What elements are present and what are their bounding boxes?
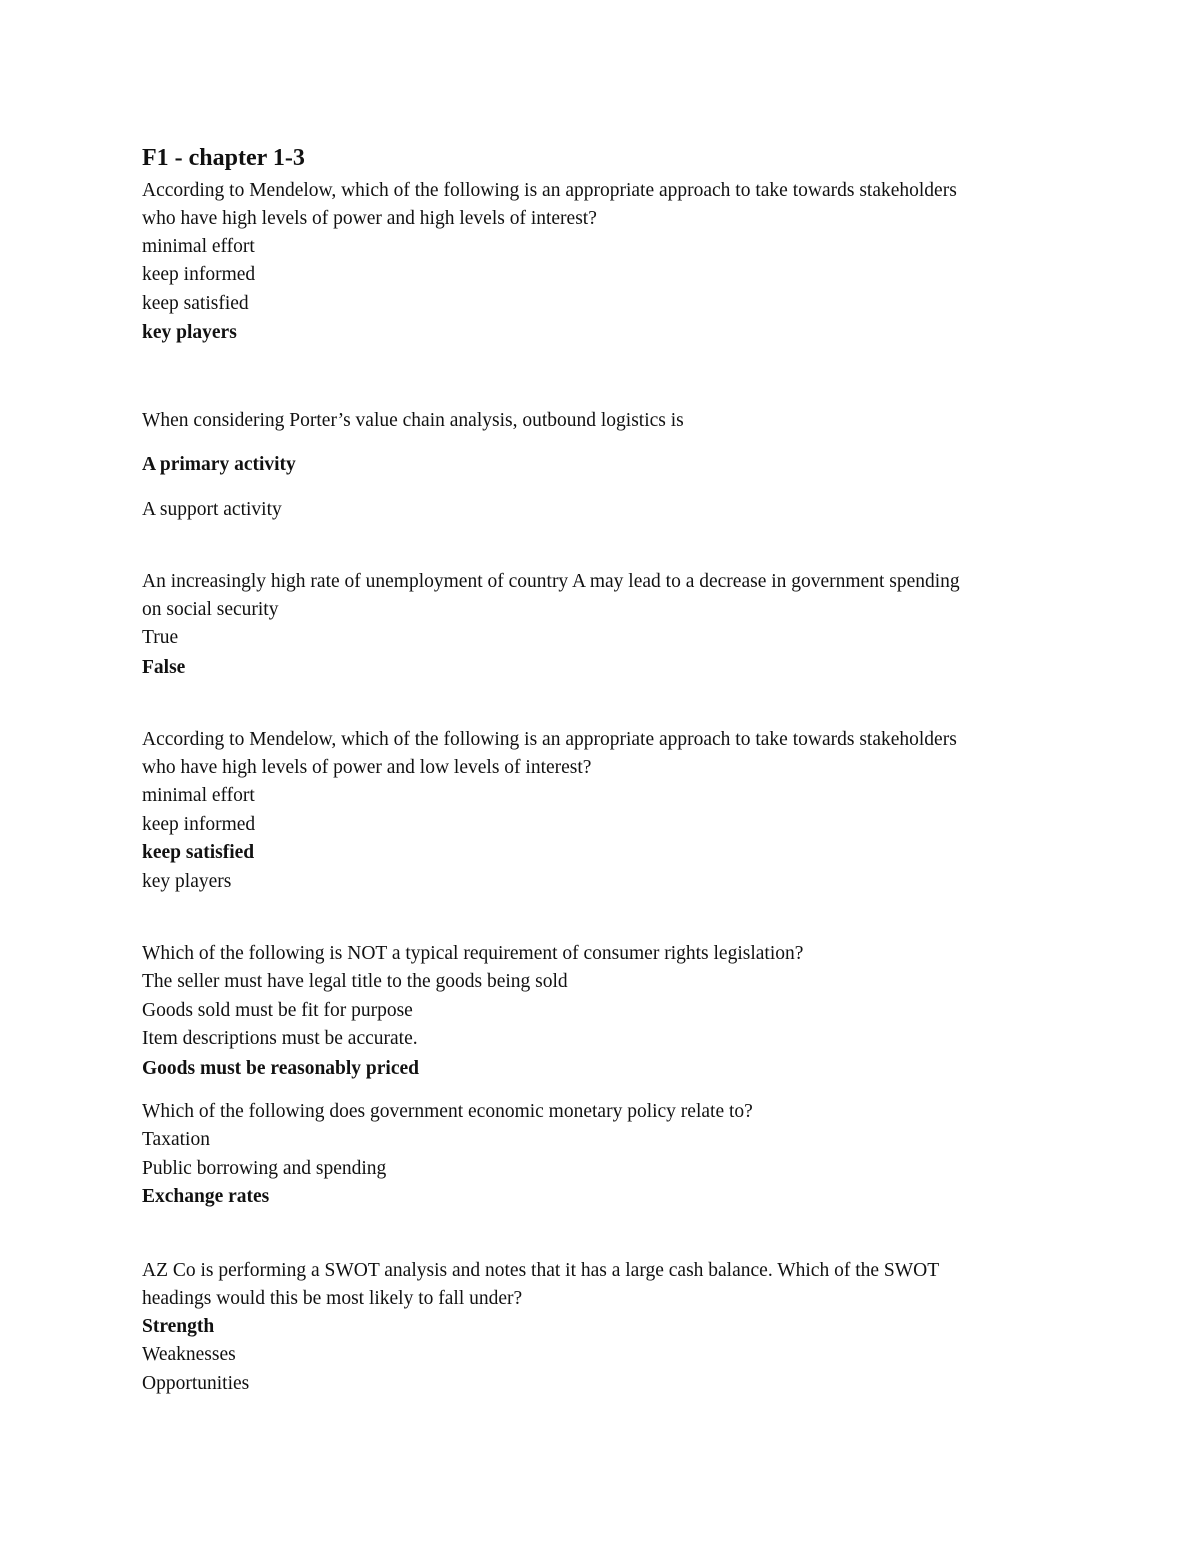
question-2-option-2: A support activity <box>142 499 282 520</box>
question-6-answer: Exchange rates <box>142 1186 270 1207</box>
question-1-text-line-2: who have high levels of power and high levels of interest? <box>142 208 597 229</box>
document-title: F1 - chapter 1-3 <box>142 145 305 171</box>
question-3-answer: False <box>142 657 186 678</box>
question-7-text-line-2: headings would this be most likely to fall under? <box>142 1288 523 1309</box>
question-2-text-line-1: When considering Porter’s value chain analysis, outbound logistics is <box>142 410 684 431</box>
question-5-answer: Goods must be reasonably priced <box>142 1058 419 1079</box>
question-3-text-line-2: on social security <box>142 599 279 620</box>
question-5-option-1: The seller must have legal title to the goods being sold <box>142 971 568 992</box>
question-3-option-1: True <box>142 627 179 648</box>
question-1-option-2: keep informed <box>142 264 256 285</box>
question-1-answer: key players <box>142 322 237 343</box>
question-7-answer: Strength <box>142 1316 215 1337</box>
question-5-text-line-1: Which of the following is NOT a typical requirement of consumer rights legislation? <box>142 943 804 964</box>
question-4-text-line-2: who have high levels of power and low levels of interest? <box>142 757 592 778</box>
question-4-option-4: key players <box>142 871 232 892</box>
question-4-option-1: minimal effort <box>142 785 255 806</box>
question-1-option-1: minimal effort <box>142 236 255 257</box>
question-7-option-2: Weaknesses <box>142 1344 236 1365</box>
question-6-option-2: Public borrowing and spending <box>142 1158 387 1179</box>
question-5-option-3: Item descriptions must be accurate. <box>142 1028 418 1049</box>
question-1-text-line-1: According to Mendelow, which of the following is an appropriate approach to take towards stakeholders <box>142 180 957 201</box>
question-4-text-line-1: According to Mendelow, which of the following is an appropriate approach to take towards stakeholders <box>142 729 957 750</box>
question-6-text-line-1: Which of the following does government economic monetary policy relate to? <box>142 1101 753 1122</box>
question-4-option-2: keep informed <box>142 814 256 835</box>
question-7-option-3: Opportunities <box>142 1373 250 1394</box>
question-4-answer: keep satisfied <box>142 842 255 863</box>
question-7-text-line-1: AZ Co is performing a SWOT analysis and notes that it has a large cash balance. Which of the SWOT <box>142 1260 940 1281</box>
question-1-option-3: keep satisfied <box>142 293 249 314</box>
question-3-text-line-1: An increasingly high rate of unemployment of country A may lead to a decrease in government spending <box>142 571 960 592</box>
question-5-option-2: Goods sold must be fit for purpose <box>142 1000 413 1021</box>
question-6-option-1: Taxation <box>142 1129 210 1150</box>
question-2-answer: A primary activity <box>142 454 296 475</box>
